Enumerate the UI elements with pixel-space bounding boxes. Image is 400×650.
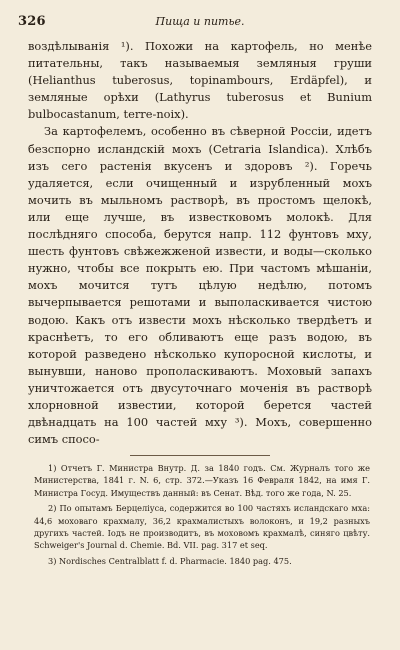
footnote-divider — [130, 455, 270, 456]
footnote: 3) Nordisches Centralblatt f. d. Pharmacie. 1840 pag. 475. — [48, 555, 292, 566]
main-text — [28, 38, 372, 448]
paragraph: воздѣлыванія ¹). Похожи на картофель, но менѣе питательны, такъ называемыя земляныя груши (Helianthus tuberosus, topinambours, Erdäpfel), и земляные орѣхи (Lathyrus tuberosus et Bunium bulbocastanum, terre-noix). — [28, 39, 372, 122]
paragraph: За картофелемъ, особенно въ сѣверной Россіи, идетъ безспорно исландскій мохъ (Cetraria Islandica). Хлѣбъ изъ сего растенія вкусенъ и здоровъ ²). Горечь удаляется, если очищенный и изрубленный мохъ мочить въ мыльномъ растворѣ, въ простомъ щелокѣ, или еще лучше, въ известковомъ молокѣ. Для послѣдняго способа, берутся напр. 112 фунтовъ мху, шесть фунтовъ свѣжежженой извести, и воды—сколько нужно, чтобы все покрыть ею. При частомъ мѣшаніи, мохъ мочится тутъ цѣлую недѣлю, потомъ вычерпывается решотами и выполаскивается чистою водою. Какъ отъ извести мохъ нѣсколько твердѣетъ и краснѣетъ, то его обливаютъ еще разъ водою, въ которой разведено нѣсколько купоросной кислоты, и вынувши, наново прополаскиваютъ. Моховый запахъ уничтожается отъ двусуточнаго моченія въ растворѣ хлорновной известии, которой берется частей двѣнадцать на 100 частей мху ³). Мохъ, совершенно симъ спосо- — [28, 124, 372, 447]
page-number: 326 — [18, 14, 46, 29]
footnote: 2) По опытамъ Берцеліуса, содержится во 100 частяхъ исландскаго мха: 44,6 моховаго крахмалу, 36,2 крахмалистыхъ волоконъ, и 19,2 разныхъ другихъ частей. Іодъ не производитъ, въ моховомъ крахмалѣ, синяго цвѣту. Schweiger's Journal d. Chemie. Bd. VII. pag. 317 et seq. — [34, 503, 370, 551]
footnote: 1) Отчетъ Г. Министра Внутр. Д. за 1840 годъ. См. Журналъ того же Министерства, 1841 г. N. 6, стр. 372.—Указъ 16 Февраля 1842, на имя Г. Министра Госуд. Имуществъ данный: въ Сенат. Вѣд. того же года, N. 25. — [34, 463, 370, 498]
page-header — [18, 14, 382, 30]
footnotes — [34, 462, 370, 570]
running-head: Пища и питье. — [155, 15, 245, 28]
